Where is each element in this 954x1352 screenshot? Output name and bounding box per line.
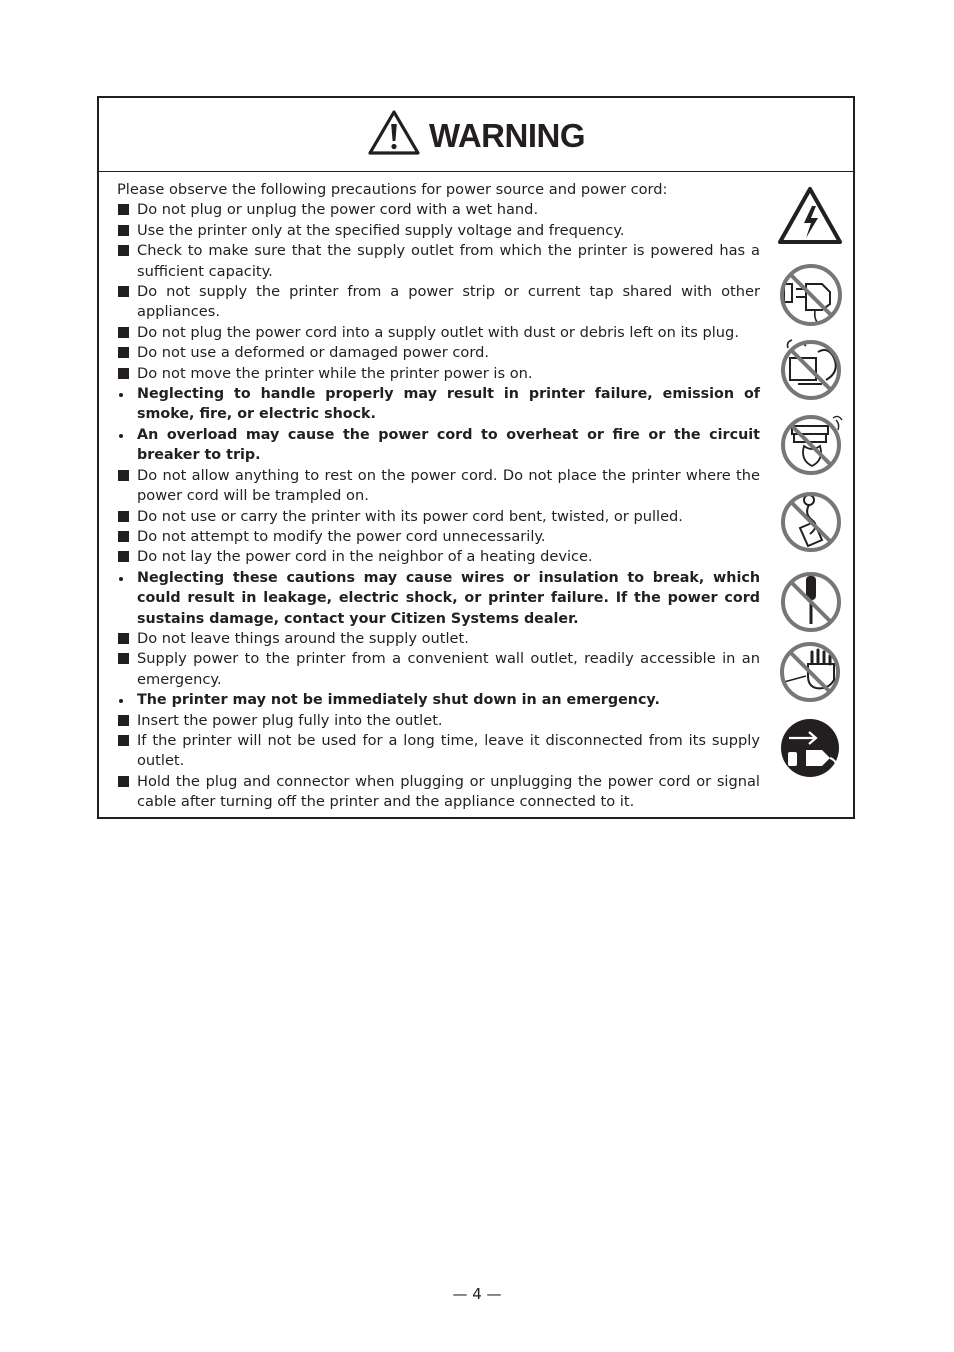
item-text: Do not allow anything to rest on the power cord. Do not place the printer where the power cord will be trampled on. — [137, 466, 760, 505]
precaution-item — [117, 507, 760, 527]
item-text: Do not move the printer while the printer power is on. — [137, 364, 533, 382]
warning-box — [97, 96, 855, 819]
item-text: Do not supply the printer from a power strip or current tap shared with other appliances. — [137, 283, 760, 321]
precaution-item — [117, 323, 760, 343]
precaution-item — [117, 221, 760, 241]
item-text: Do not use a deformed or damaged power cord. — [137, 344, 489, 362]
precaution-item — [117, 711, 760, 731]
item-text: An overload may cause the power cord to overheat or fire or the circuit breaker to trip. — [137, 426, 760, 464]
consequence-note — [117, 384, 760, 425]
item-text: Use the printer only at the specified supply voltage and frequency. — [137, 221, 625, 239]
precaution-item — [117, 731, 760, 772]
consequence-note — [117, 425, 760, 466]
item-text: Do not use or carry the printer with its power cord bent, twisted, or pulled. — [137, 507, 683, 525]
item-text: Do not leave things around the supply outlet. — [137, 629, 469, 647]
warning-title: WARNING — [429, 116, 585, 154]
precaution-item — [117, 649, 760, 690]
consequence-note — [117, 690, 760, 710]
item-text: Do not lay the power cord in the neighbor of a heating device. — [137, 548, 593, 566]
item-text: Neglecting these cautions may cause wires or insulation to break, which could result in leakage, electric shock, or printer failure. If the power cord sustains damage, contact your Citizen Systems dealer. — [137, 569, 760, 627]
precaution-item — [117, 629, 760, 649]
page-number: — 4 — — [452, 1285, 502, 1303]
warning-triangle-icon — [367, 108, 421, 156]
precaution-item — [117, 241, 760, 282]
item-text: Supply power to the printer from a convenient wall outlet, readily accessible in an emergency. — [137, 650, 760, 688]
precaution-item — [117, 282, 760, 323]
precaution-item — [117, 547, 760, 567]
precaution-item — [117, 343, 760, 363]
precaution-item — [117, 364, 760, 384]
item-text: Check to make sure that the supply outlet from which the printer is powered has a sufficient capacity. — [137, 242, 760, 280]
item-text: Hold the plug and connector when plugging or unplugging the power cord or signal cable after turning off the printer and the appliance connected to it. — [137, 772, 760, 811]
precaution-item — [117, 466, 760, 507]
item-text: Neglecting to handle properly may result in printer failure, emission of smoke, fire, or electric shock. — [137, 386, 760, 423]
intro-text: Please observe the following precautions for power source and power cord: — [117, 181, 668, 198]
item-text: The printer may not be immediately shut down in an emergency. — [137, 692, 660, 709]
precaution-item — [117, 200, 760, 220]
consequence-note — [117, 568, 760, 629]
warning-header — [99, 98, 853, 172]
item-text: Insert the power plug fully into the outlet. — [137, 711, 443, 729]
precaution-item — [117, 772, 760, 813]
item-text: Do not plug or unplug the power cord with a wet hand. — [137, 201, 539, 219]
item-text: Do not plug the power cord into a supply outlet with dust or debris left on its plug. — [137, 323, 739, 341]
item-text: If the printer will not be used for a long time, leave it disconnected from its supply outlet. — [137, 731, 760, 770]
precaution-item — [117, 527, 760, 547]
item-text: Do not attempt to modify the power cord unnecessarily. — [137, 527, 546, 545]
warning-body — [117, 180, 760, 813]
